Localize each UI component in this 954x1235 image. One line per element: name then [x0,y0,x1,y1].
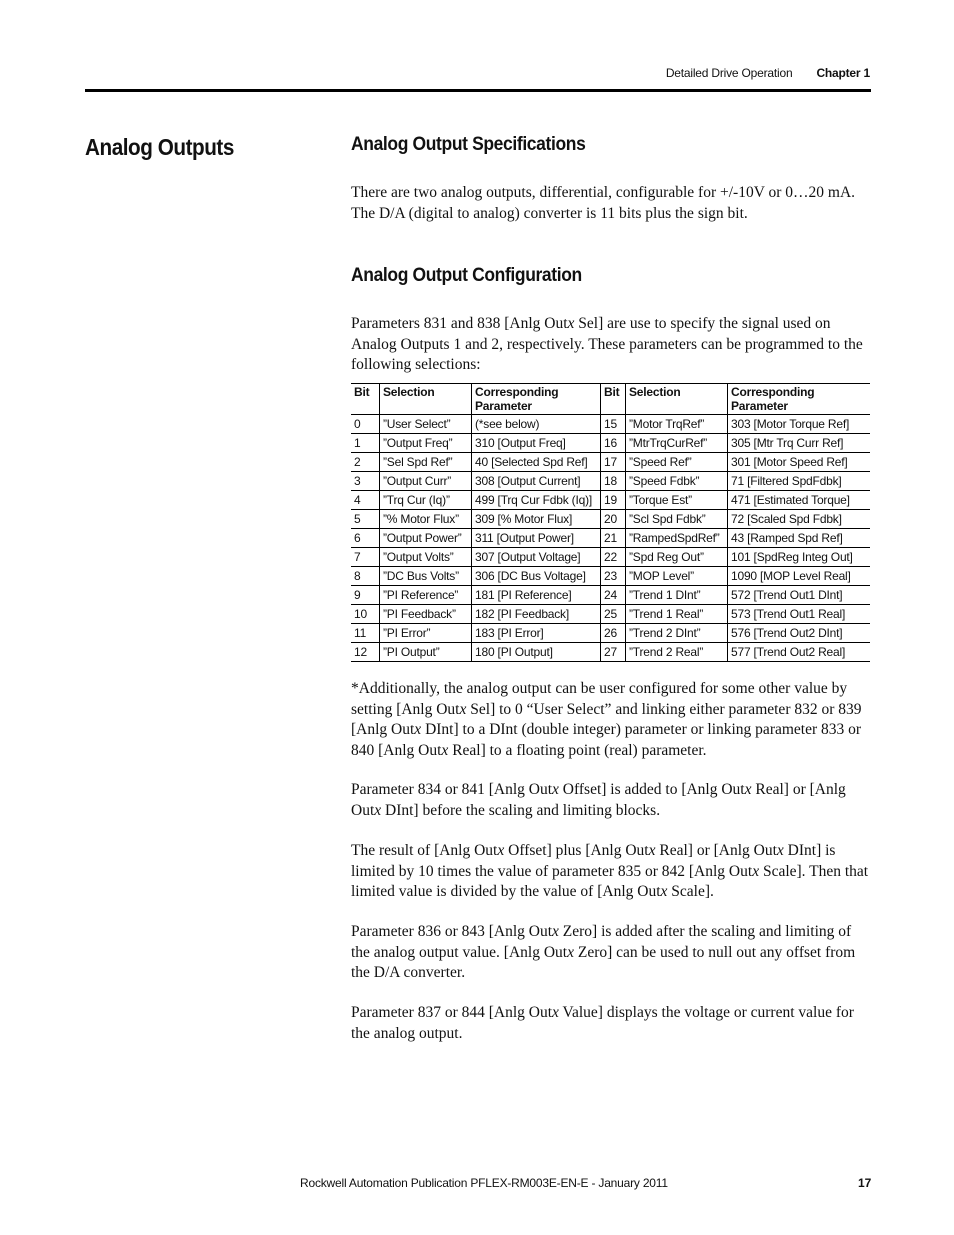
table-row [351,643,870,662]
table-cell: 471 [Estimated Torque] [728,491,871,510]
table-cell: 2 [351,453,380,472]
table-cell: 43 [Ramped Spd Ref] [728,529,871,548]
var-x: x [744,781,752,798]
table-cell: 180 [PI Output] [472,643,601,662]
col-parameter-2: Corresponding Parameter [728,384,871,415]
table-cell: ”Trend 2 DInt” [626,624,728,643]
spec-heading: Analog Output Specifications [351,134,586,155]
table-cell: 1 [351,434,380,453]
table-body [351,415,870,662]
col-bit-2: Bit [601,384,626,415]
table-cell: 310 [Output Freq] [472,434,601,453]
table-cell: 101 [SpdReg Integ Out] [728,548,871,567]
table-cell: ”PI Feedback” [380,605,472,624]
table-cell: ”Speed Ref” [626,453,728,472]
table-row [351,567,870,586]
text-run: Zero] is added after the scaling and limiting of the analog output value. [Anlg Out [351,923,852,961]
table-cell: ”DC Bus Volts” [380,567,472,586]
table-row [351,529,870,548]
table-row [351,548,870,567]
var-x: x [660,883,668,900]
text-run: Zero] can be used to null out any offset from the D/A converter. [351,943,856,981]
table-cell: ”Output Curr” [380,472,472,491]
table-cell: ”Trq Cur (Iq)” [380,491,472,510]
col-selection-2: Selection [626,384,728,415]
selection-table [351,383,870,662]
table-cell: ”PI Error” [380,624,472,643]
var-x: x [552,1004,559,1021]
text-run: DInt] before the scaling and limiting blocks. [381,801,661,819]
table-cell: 7 [351,548,380,567]
table-cell: 15 [601,415,626,434]
table-cell: 17 [601,453,626,472]
header-section: Detailed Drive Operation [665,66,793,80]
text-run: Real] or [Anlg Out [655,842,777,859]
table-row [351,472,870,491]
table-cell: 305 [Mtr Trq Curr Ref] [728,434,871,453]
table-cell: 308 [Output Current] [472,472,601,491]
table-cell: 6 [351,529,380,548]
col-selection: Selection [380,384,472,415]
table-cell: ”Output Volts” [380,548,472,567]
text-run: Parameter 834 or 841 [Anlg Out [351,781,553,798]
header-rule [85,89,871,92]
text-run: Sel] to 0 “User Select” and linking either parameter 832 or 839 [Anlg Out [351,700,862,738]
text-run: Parameter 836 or 843 [Anlg Out [351,923,553,940]
text-run: Parameter 837 or 844 [Anlg Out [351,1004,553,1021]
table-cell: ”Spd Reg Out” [626,548,728,567]
var-x: x [459,700,467,718]
table-cell: ”MOP Level” [626,567,728,586]
table-cell: 16 [601,434,626,453]
text-run: Value] displays the voltage or current value for the analog output. [351,1004,854,1042]
config-intro-a: Parameters 831 and 838 [Anlg Out [351,315,568,332]
running-header [666,66,870,80]
table-cell: ”Trend 1 DInt” [626,586,728,605]
config-intro [351,314,873,376]
text-run: Real] to a floating point (real) parameter. [448,741,707,759]
table-cell: ”PI Output” [380,643,472,662]
section-title: Analog Outputs [85,134,234,160]
table-cell: 22 [601,548,626,567]
table-cell: 1090 [MOP Level Real] [728,567,871,586]
var-x: x [752,862,760,880]
table-cell: 0 [351,415,380,434]
table-cell: 25 [601,605,626,624]
table-cell: 301 [Motor Speed Ref] [728,453,871,472]
var-x: x [552,781,559,798]
table-cell: 3 [351,472,380,491]
var-x: x [567,315,575,332]
table-cell: ”MtrTrqCurRef” [626,434,728,453]
text-run: Real] or [Anlg Out [351,781,846,819]
table-cell: ”Output Freq” [380,434,472,453]
table-cell: 11 [351,624,380,643]
table-cell: 21 [601,529,626,548]
table-cell: 9 [351,586,380,605]
table-cell: 183 [PI Error] [472,624,601,643]
table-cell: 12 [351,643,380,662]
table-cell: 71 [Filtered SpdFdbk] [728,472,871,491]
var-x: x [374,801,382,819]
table-cell: ”Trend 2 Real” [626,643,728,662]
table-cell: 18 [601,472,626,491]
table-cell: 23 [601,567,626,586]
footer-publication: Rockwell Automation Publication PFLEX-RM003E-EN-E - January 2011 [300,1176,668,1190]
table-cell: (*see below) [472,415,601,434]
table-cell: ”Sel Spd Ref” [380,453,472,472]
table-cell: 27 [601,643,626,662]
table-cell: 307 [Output Voltage] [472,548,601,567]
col-parameter: Corresponding Parameter [472,384,601,415]
header-chapter: Chapter 1 [816,66,870,80]
table-cell: 309 [% Motor Flux] [472,510,601,529]
table-row [351,453,870,472]
table-row [351,586,870,605]
table-cell: 4 [351,491,380,510]
table-cell: 20 [601,510,626,529]
table-row [351,605,870,624]
paragraph-value [351,1003,873,1044]
table-cell: ”PI Reference” [380,586,472,605]
table-row [351,624,870,643]
config-intro-b: Sel] are use to specify the signal used on Analog Outputs 1 and 2, respectively. These parameters can be programmed to the following selections: [351,315,863,373]
page-number: 17 [858,1176,872,1190]
table-cell: 19 [601,491,626,510]
table-cell: 5 [351,510,380,529]
config-heading: Analog Output Configuration [351,265,582,286]
var-x: x [776,842,784,859]
text-run: Offset] is added to [Anlg Out [558,781,745,798]
table-cell: ”Scl Spd Fdbk” [626,510,728,529]
table-cell: ”RampedSpdRef” [626,529,728,548]
text-run: DInt] is limited by 10 times the value of parameter 835 or 842 [Anlg Out [351,842,836,880]
text-run: *Additionally, the analog output can be user configured for some other value by setting [Anlg Out [351,680,848,718]
paragraph-additional [351,679,873,761]
table-cell: ”Motor TrqRef” [626,415,728,434]
table-cell: 181 [PI Reference] [472,586,601,605]
text-run: Offset] plus [Anlg Out [504,842,649,859]
paragraph-zero [351,922,873,984]
table-cell: 573 [Trend Out1 Real] [728,605,871,624]
table-cell: 499 [Trq Cur Fdbk (Iq)] [472,491,601,510]
table-cell: 26 [601,624,626,643]
col-bit: Bit [351,384,380,415]
table-cell: 572 [Trend Out1 DInt] [728,586,871,605]
table-cell: 182 [PI Feedback] [472,605,601,624]
table-cell: 577 [Trend Out2 Real] [728,643,871,662]
table-cell: ”% Motor Flux” [380,510,472,529]
text-run: The result of [Anlg Out [351,842,498,859]
var-x: x [552,923,559,940]
table-cell: ”Torque Est” [626,491,728,510]
text-run: Scale]. Then that limited value is divided by the value of [Anlg Out [351,862,869,900]
var-x: x [497,842,505,859]
table-cell: 72 [Scaled Spd Fdbk] [728,510,871,529]
table-cell: 303 [Motor Torque Ref] [728,415,871,434]
text-run: DInt] to a DInt (double integer) parameter or linking parameter 833 or 840 [Anlg Out [351,721,862,759]
table-cell: ”Speed Fdbk” [626,472,728,491]
table-row [351,491,870,510]
text-run: Scale]. [667,883,714,900]
table-cell: 576 [Trend Out2 DInt] [728,624,871,643]
table-cell: ”Output Power” [380,529,472,548]
table-cell: 10 [351,605,380,624]
table-cell: 311 [Output Power] [472,529,601,548]
table-cell: 306 [DC Bus Voltage] [472,567,601,586]
table-row [351,415,870,434]
var-x: x [648,842,656,859]
table-header-row [351,384,870,415]
var-x: x [441,741,449,759]
paragraph-scale [351,841,873,903]
table-row [351,434,870,453]
table-cell: 8 [351,567,380,586]
spec-paragraph: There are two analog outputs, differential, configurable for +/-10V or 0…20 mA. The D/A (digital to analog) converter is 11 bits plus the sign bit. [351,184,856,222]
table-cell: ”Trend 1 Real” [626,605,728,624]
var-x: x [414,721,422,738]
table-cell: 24 [601,586,626,605]
var-x: x [567,943,574,961]
paragraph-offset [351,780,873,821]
table-row [351,510,870,529]
table-cell: 40 [Selected Spd Ref] [472,453,601,472]
table-cell: ”User Select” [380,415,472,434]
